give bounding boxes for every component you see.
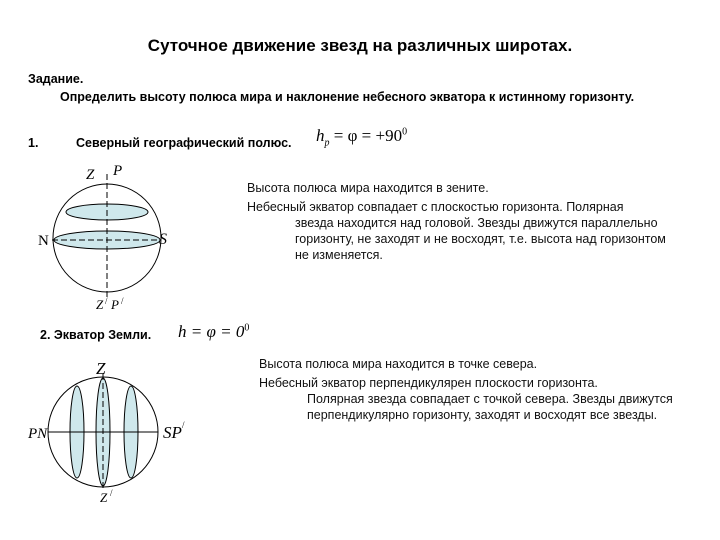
label-nadir: Z — [100, 490, 108, 505]
label-nadir-prime: / — [105, 296, 108, 306]
section1-number: 1. — [28, 136, 39, 150]
section2-formula: $h = \varphi = 0^0$ — [178, 322, 250, 341]
label-south-pole-prime: / — [121, 296, 124, 306]
section2-heading: 2. Экватор Земли. — [40, 328, 152, 342]
section1-line2-rest: звезда находится над головой. Звезды движутся параллельно горизонту, не заходят и не восходят, т.е. высота над горизонтом не изменяется. — [295, 216, 666, 262]
label-south-pole-prime: / — [182, 420, 185, 430]
label-south: S — [159, 231, 167, 248]
section1-heading: Северный географический полюс. — [76, 136, 292, 150]
page-title: Суточное движение звезд на различных широтах. — [147, 36, 573, 55]
section2-line2-rest: Полярная звезда совпадает с точкой севера. Звезды движутся перпендикулярно горизонту, заходят и восходят все звезды. — [307, 392, 673, 422]
section1-line2-first: Небесный экватор совпадает с плоскостью горизонта. Полярная — [247, 200, 624, 214]
label-pole: P — [113, 163, 123, 179]
section2-line1: Высота полюса мира находится в точке севера. — [259, 357, 538, 371]
section1-formula: $h_p = \varphi = +90^0$ — [316, 126, 408, 149]
label-nadir: Z — [96, 297, 104, 312]
north-pole-sphere-diagram — [30, 160, 190, 320]
equator-sphere-diagram — [24, 356, 194, 510]
label-south-pole: SP — [163, 423, 182, 442]
label-south-pole: P — [111, 297, 119, 312]
label-nadir-prime: / — [110, 488, 113, 498]
label-zenith: Z — [96, 359, 106, 378]
label-pole-north: PN — [28, 426, 48, 442]
label-north: N — [38, 233, 49, 249]
label-zenith: Z — [86, 167, 95, 183]
task-label: Задание. — [28, 72, 84, 86]
task-text: Определить высоту полюса мира и наклонение небесного экватора к истинному горизонту. — [60, 90, 635, 104]
section2-line2-first: Небесный экватор перпендикулярен плоскости горизонта. — [259, 376, 598, 390]
section1-line1: Высота полюса мира находится в зените. — [247, 181, 489, 195]
